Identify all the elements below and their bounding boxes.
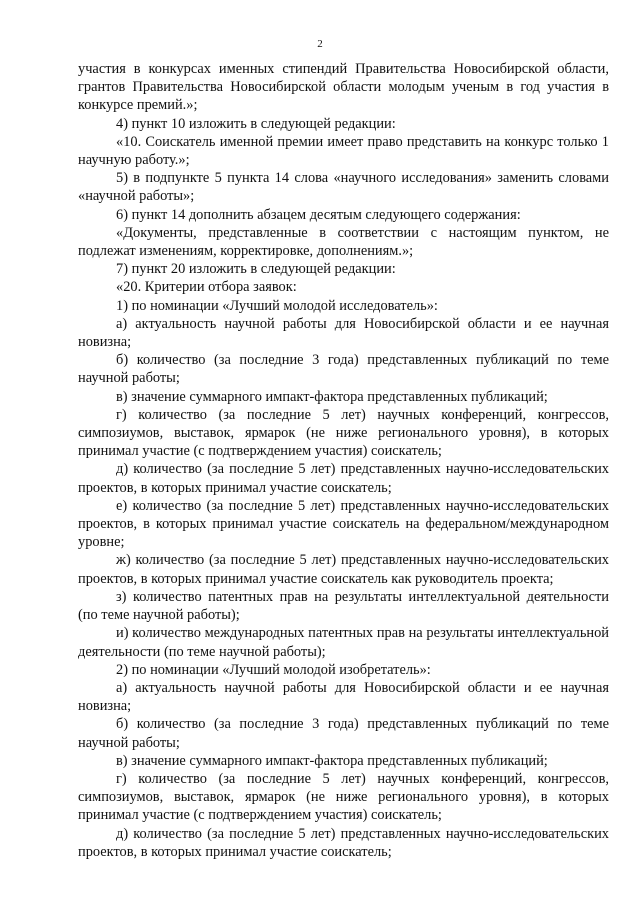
paragraph: «Документы, представленные в соответствии с настоящим пунктом, не подлежат изменениям, корректировке, дополнениям.»; <box>78 224 609 260</box>
paragraph: е) количество (за последние 5 лет) представленных научно-исследовательских проектов, в которых принимал участие соискатель на федеральном/международном уровне; <box>78 497 609 551</box>
paragraph: 1) по номинации «Лучший молодой исследователь»: <box>116 297 438 314</box>
paragraph: 6) пункт 14 дополнить абзацем десятым следующего содержания: <box>116 206 521 223</box>
paragraph: д) количество (за последние 5 лет) представленных научно-исследовательских проектов, в которых принимал участие соискатель; <box>78 825 609 860</box>
paragraph: 5) в подпункте 5 пункта 14 слова «научного исследования» заменить словами «научной работы»; <box>78 170 609 205</box>
paragraph: б) количество (за последние 3 года) представленных публикаций по теме научной работы; <box>78 352 609 387</box>
paragraph: «20. Критерии отбора заявок: <box>116 279 297 296</box>
page-number: 2 <box>317 38 323 50</box>
paragraph: б) количество (за последние 3 года) представленных публикаций по теме научной работы; <box>78 716 609 751</box>
paragraph: в) значение суммарного импакт-фактора представленных публикаций; <box>116 388 548 405</box>
paragraph: а) актуальность научной работы для Новосибирской области и ее научная новизна; <box>78 315 609 351</box>
paragraph: ж) количество (за последние 5 лет) представленных научно-исследовательских проектов, в которых принимал участие соискатель как руководитель проекта; <box>78 552 609 587</box>
paragraph: «10. Соискатель именной премии имеет право представить на конкурс только 1 научную работу.»; <box>78 133 609 169</box>
paragraph: в) значение суммарного импакт-фактора представленных публикаций; <box>116 752 548 769</box>
paragraph: з) количество патентных прав на результаты интеллектуальной деятельности (по теме научной работы); <box>78 588 609 624</box>
paragraph: а) актуальность научной работы для Новосибирской области и ее научная новизна; <box>78 679 609 715</box>
paragraph: г) количество (за последние 5 лет) научных конференций, конгрессов, симпозиумов, выставок, ярмарок (не ниже регионального уровня), в которых принимал участие (с подтверждением участия) соискатель; <box>78 770 609 824</box>
paragraph: участия в конкурсах именных стипендий Правительства Новосибирской области, грантов Правительства Новосибирской области молодым ученым в год участия в конкурсе премий.»; <box>78 61 609 114</box>
paragraph: и) количество международных патентных прав на результаты интеллектуальной деятельности (по теме научной работы); <box>78 625 609 660</box>
paragraph: 2) по номинации «Лучший молодой изобретатель»: <box>116 661 431 678</box>
paragraph: 4) пункт 10 изложить в следующей редакции: <box>116 115 396 132</box>
paragraph: 7) пункт 20 изложить в следующей редакции: <box>116 261 396 278</box>
paragraph: г) количество (за последние 5 лет) научных конференций, конгрессов, симпозиумов, выставок, ярмарок (не ниже регионального уровня), в которых принимал участие (с подтверждением участия) соискатель; <box>78 406 609 460</box>
document-body <box>78 60 609 861</box>
paragraph: д) количество (за последние 5 лет) представленных научно-исследовательских проектов, в которых принимал участие соискатель; <box>78 461 609 496</box>
